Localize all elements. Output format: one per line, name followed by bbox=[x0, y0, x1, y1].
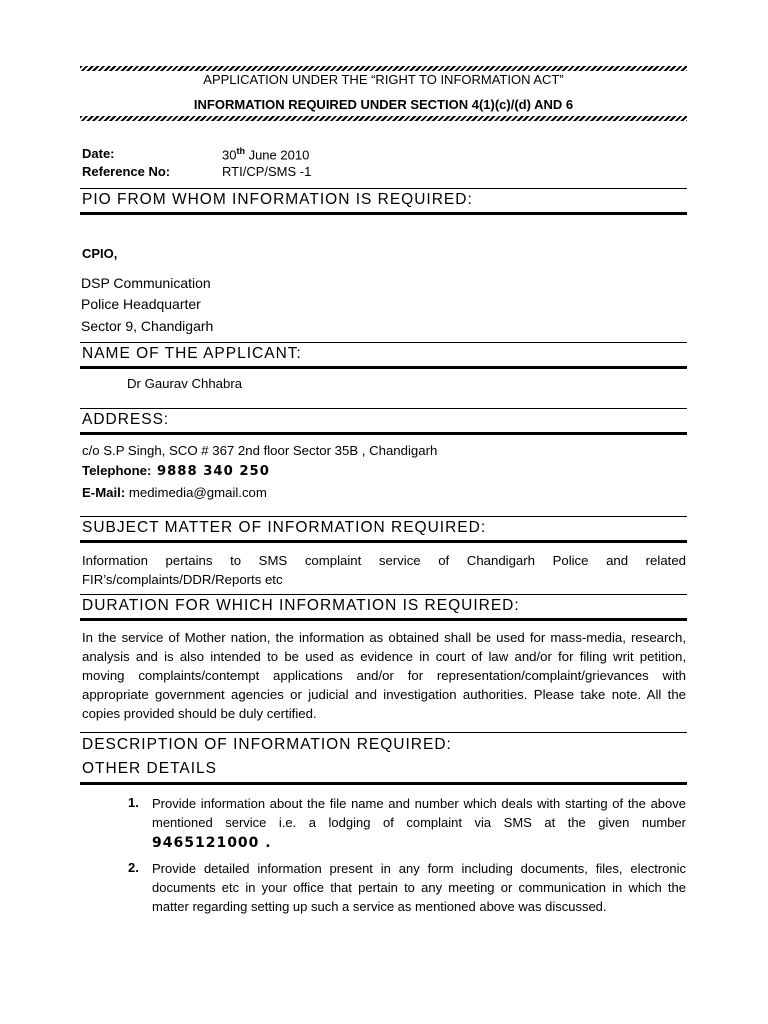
date-day: 30 bbox=[222, 147, 237, 163]
address-heading: ADDRESS: bbox=[82, 411, 170, 428]
address-line: c/o S.P Singh, SCO # 367 2nd floor Sector 35B , Chandigarh bbox=[82, 443, 438, 458]
email-value: medimedia@gmail.com bbox=[125, 485, 267, 500]
email-row bbox=[82, 485, 267, 500]
applicant-name: Dr Gaurav Chhabra bbox=[127, 376, 243, 391]
subject-top-rule bbox=[80, 516, 687, 517]
item-1-number: 1. bbox=[128, 795, 139, 810]
top-wavy-rule bbox=[80, 66, 687, 71]
bottom-wavy-rule bbox=[80, 116, 687, 121]
item-2-text: Provide detailed information present in any form including documents, files, electronic documents etc in your office that pertain to any meeting or communication in which the matter regarding setting up such a service as mentioned above was discussed. bbox=[152, 861, 686, 914]
address-top-rule bbox=[80, 408, 687, 409]
heading-line-2: INFORMATION REQUIRED UNDER SECTION 4(1)(c)/(d) AND 6 bbox=[193, 97, 574, 112]
item-1-text bbox=[152, 794, 686, 853]
date-value bbox=[222, 146, 309, 162]
address-bottom-rule bbox=[80, 432, 687, 435]
heading-line-1: APPLICATION UNDER THE “RIGHT TO INFORMATION ACT” bbox=[203, 72, 564, 87]
pio-line-2: Police Headquarter bbox=[81, 296, 201, 312]
description-top-rule bbox=[80, 732, 687, 733]
subject-text: Information pertains to SMS complaint service of Chandigarh Police and related FIR’s/complaints/DDR/Reports etc bbox=[82, 553, 686, 587]
applicant-bottom-rule bbox=[80, 366, 687, 369]
pio-heading: PIO FROM WHOM INFORMATION IS REQUIRED: bbox=[82, 191, 473, 208]
other-details-heading: OTHER DETAILS bbox=[82, 760, 218, 777]
duration-bottom-rule bbox=[80, 618, 687, 621]
duration-text: In the service of Mother nation, the information as obtained shall be used for mass-media, research, analysis and is also intended to be used as evidence in court of law and/or for filing writ petition, moving complaints/contempt applications and/or for representation/complaint/grievances with appropriate government agencies or judicial and investigation authorities. Please take note. All the copies provided should be duly certified. bbox=[82, 630, 686, 721]
pio-bottom-rule bbox=[80, 212, 687, 215]
date-sup: th bbox=[236, 146, 245, 156]
subject-heading: SUBJECT MATTER OF INFORMATION REQUIRED: bbox=[82, 519, 487, 536]
item-1-body: Provide information about the file name and number which deals with starting of the above mentioned service i.e. a lodging of complaint via SMS at the given number bbox=[152, 796, 686, 830]
reference-value: RTI/CP/SMS -1 bbox=[222, 164, 312, 179]
item-1-number-highlight: 9465121000 . bbox=[152, 835, 272, 851]
telephone-row bbox=[82, 463, 270, 479]
reference-label: Reference No: bbox=[82, 164, 171, 179]
description-bottom-rule bbox=[80, 782, 687, 785]
date-label: Date: bbox=[82, 146, 115, 161]
email-label: E-Mail: bbox=[82, 485, 126, 500]
telephone-value: 9888 340 250 bbox=[151, 464, 270, 479]
applicant-top-rule bbox=[80, 342, 687, 343]
duration-top-rule bbox=[80, 594, 687, 595]
date-rest: June 2010 bbox=[244, 147, 310, 163]
pio-line-1: DSP Communication bbox=[81, 275, 211, 291]
pio-salutation: CPIO, bbox=[82, 246, 118, 261]
subject-bottom-rule bbox=[80, 540, 687, 543]
telephone-label: Telephone: bbox=[82, 463, 152, 478]
pio-top-rule bbox=[80, 188, 687, 189]
applicant-heading: NAME OF THE APPLICANT: bbox=[82, 345, 302, 362]
pio-line-3: Sector 9, Chandigarh bbox=[81, 318, 214, 334]
item-2-number: 2. bbox=[128, 860, 139, 875]
duration-heading: DURATION FOR WHICH INFORMATION IS REQUIRED: bbox=[82, 597, 520, 614]
description-heading: DESCRIPTION OF INFORMATION REQUIRED: bbox=[82, 736, 452, 753]
